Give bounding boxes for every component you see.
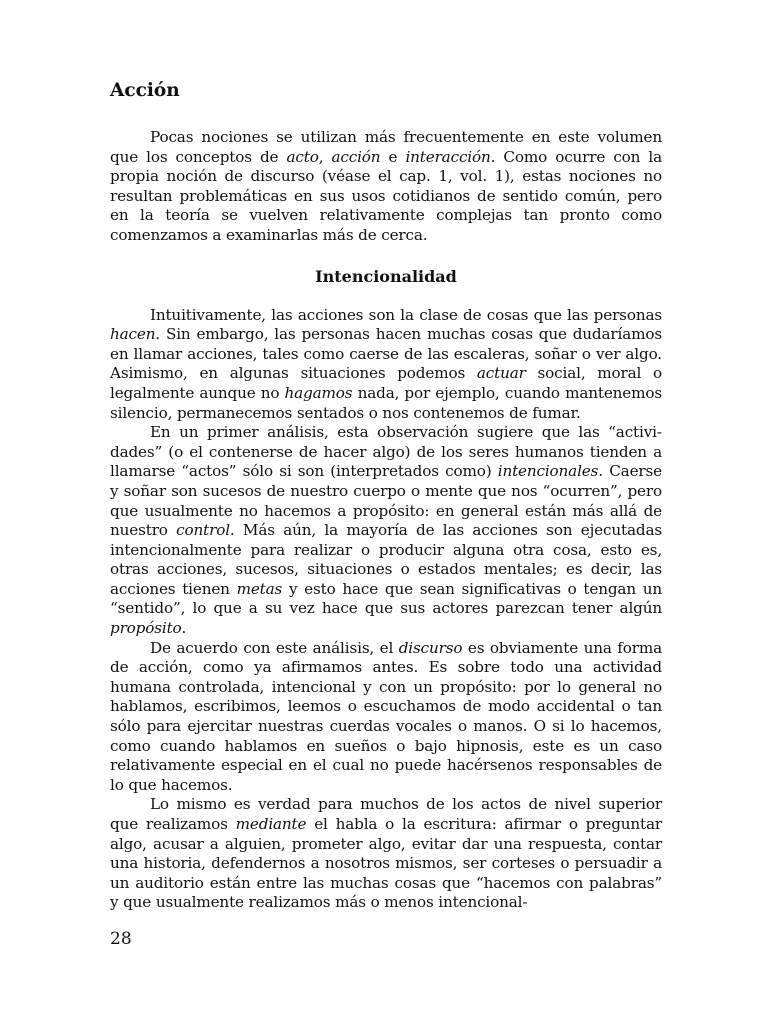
paragraph: En un primer análisis, esta observación sugiere que las “actividades” (o el contenerse de hacer algo) de los seres humanos tienden a llamarse “actos” sólo si son (interpretados como) intencionales. Caerse y soñar son sucesos de nuestro cuerpo o mente que nos “ocurren”, pero que usualmente no hacemos a propósito: en general están más allá de nuestro control. Más aún, la mayoría de las acciones son ejecutadas intencionalmente para realizar o producir alguna otra cosa, esto es, otras acciones, sucesos, situaciones o estados mentales; es decir, las acciones tienen metas y esto hace que sean significativas o tengan un “sentido”, lo que a su vez hace que sus actores parezcan tener algún propósito. [110,423,662,638]
italic-term: control [176,521,230,540]
italic-term: acción [331,147,381,166]
paragraph: De acuerdo con este análisis, el discurso es obviamente una forma de acción, como ya afirmamos antes. Es sobre todo una actividad humana controlada, intencional y con un propósito: por lo general no hablamos, escribimos, leemos o escuchamos de modo accidental o tan sólo para ejercitar nuestras cuerdas vocales o manos. O si lo hacemos, como cuando hablamos en sueños o bajo hipnosis, este es un caso relativamente especial en el cual no puede hacérsenos responsables de lo que hacemos. [110,638,662,794]
italic-term: acto [286,147,319,166]
page-body [110,78,662,913]
subsection-title: Intencionalidad [315,266,457,286]
italic-term: intencionales [497,462,599,481]
italic-term: interacción [405,147,491,166]
italic-term: actuar [476,364,526,383]
paragraph: Intuitivamente, las acciones son la clase de cosas que las personas hacen. Sin embargo, las personas hacen muchas cosas que dudaríamos en llamar acciones, tales como caerse de las escaleras, soñar o ver algo. Asimismo, en algunas situaciones podemos actuar social, moral o legalmente aunque no hagamos nada, por ejemplo, cuando mantenemos silencio, permanecemos sentados o nos contenemos de fumar. [110,305,663,422]
italic-term: discurso [398,638,463,657]
italic-term: hacen [110,325,156,344]
italic-term: mediante [235,815,307,833]
paragraph: Lo mismo es verdad para muchos de los actos de nivel superior que realizamos mediante el habla o la escritura: afirmar o preguntar algo, acusar a alguien, prometer algo, evitar dar una respuesta, contar una historia, defendernos a nosotros mismos, ser corteses o persuadir a un auditorio están entre las muchas cosas que “hacemos con palabras” y que usualmente realizamos más o menos intencional- [110,795,662,912]
page-number: 28 [110,929,132,949]
italic-term: propósito [110,619,182,638]
section-title: Acción [110,80,180,101]
italic-term: hagamos [284,383,353,402]
italic-term: metas [236,579,283,598]
paragraph: Pocas nociones se utilizan más frecuentemente en este volumen que los conceptos de acto, acción e interacción. Como ocurre con la propia noción de discurso (véase el cap. 1, vol. 1), estas nociones no resultan problemáticas en sus usos cotidianos de sentido común, pero en la teoría se vuelven relativamente complejas tan pronto como comenzamos a examinarlas más de cerca. [110,128,662,244]
